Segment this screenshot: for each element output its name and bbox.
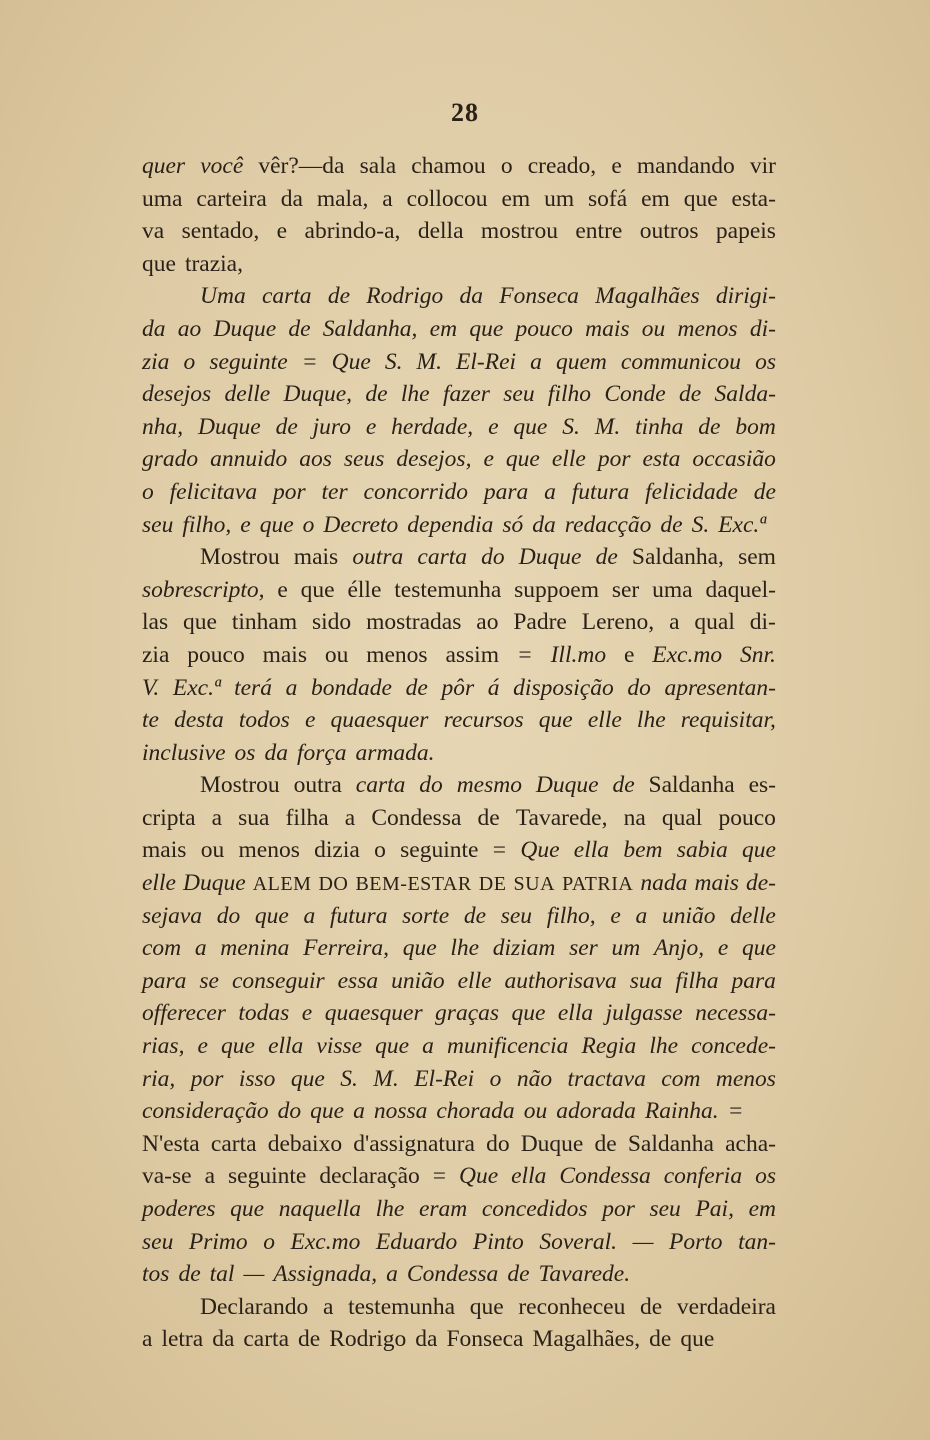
- text-line: seu Primo o Exc.mo Eduardo Pinto Soveral. — Porto tan-: [142, 1228, 776, 1255]
- text-line: mais ou menos dizia o seguinte = Que ella bem sabia que: [142, 837, 776, 864]
- body-text: [142, 150, 776, 1356]
- text-line: N'esta carta debaixo d'assignatura do Duque de Saldanha acha-: [142, 1130, 776, 1157]
- text-line: para se conseguir essa união elle authorisava sua filha para: [142, 967, 776, 994]
- text-line: tos de tal — Assignada, a Condessa de Tavarede.: [142, 1261, 631, 1288]
- text-line: elle Duque ALEM DO BEM-ESTAR DE SUA PATRIA nada mais de-: [142, 870, 776, 897]
- text-line: va-se a seguinte declaração = Que ella Condessa conferia os: [142, 1163, 776, 1190]
- text-line: da ao Duque de Saldanha, em que pouco mais ou menos di-: [142, 315, 776, 342]
- text-line: zia o seguinte = Que S. M. El-Rei a quem communicou os: [142, 348, 776, 375]
- text-line: Declarando a testemunha que reconheceu de verdadeira: [200, 1293, 776, 1320]
- text-line: inclusive os da força armada.: [142, 739, 435, 766]
- text-line: que trazia,: [142, 250, 243, 277]
- text-line: zia pouco mais ou menos assim = Ill.mo e Exc.mo Snr.: [142, 641, 776, 668]
- text-line: las que tinham sido mostradas ao Padre Lereno, a qual di-: [142, 609, 776, 636]
- text-line: V. Exc.ª terá a bondade de pôr á disposição do apresentan-: [142, 674, 776, 701]
- text-line: desejos delle Duque, de lhe fazer seu filho Conde de Salda-: [142, 381, 776, 408]
- text-line: cripta a sua filha a Condessa de Tavarede, na qual pouco: [142, 804, 776, 831]
- text-line: Mostrou mais outra carta do Duque de Saldanha, sem: [200, 544, 776, 571]
- text-line: poderes que naquella lhe eram concedidos por seu Pai, em: [142, 1196, 776, 1222]
- page-number: 28: [451, 98, 479, 127]
- text-line: grado annuido aos seus desejos, e que elle por esta occasião: [142, 446, 776, 473]
- text-line: com a menina Ferreira, que lhe diziam ser um Anjo, e que: [142, 935, 776, 962]
- text-line: ria, por isso que S. M. El-Rei o não tractava com menos: [142, 1065, 776, 1092]
- text-line: va sentado, e abrindo-a, della mostrou entre outros papeis: [142, 218, 776, 245]
- text-line: uma carteira da mala, a collocou em um sofá em que esta-: [142, 185, 776, 212]
- text-line: a letra da carta de Rodrigo da Fonseca Magalhães, de que: [142, 1326, 715, 1353]
- text-line: sobrescripto, e que élle testemunha suppoem ser uma daquel-: [142, 576, 776, 603]
- text-line: Uma carta de Rodrigo da Fonseca Magalhães dirigi-: [200, 283, 776, 310]
- text-line: sejava do que a futura sorte de seu filho, e a união delle: [142, 902, 776, 929]
- text-line: consideração do que a nossa chorada ou adorada Rainha. =: [142, 1098, 744, 1125]
- text-line: o felicitava por ter concorrido para a futura felicidade de: [142, 478, 776, 505]
- text-line: seu filho, e que o Decreto dependia só da redacção de S. Exc.ª: [142, 511, 766, 538]
- text-line: nha, Duque de juro e herdade, e que S. M. tinha de bom: [142, 413, 776, 440]
- text-line: Mostrou outra carta do mesmo Duque de Saldanha es-: [200, 772, 776, 799]
- text-line: rias, e que ella visse que a munificencia Regia lhe concede-: [142, 1033, 776, 1060]
- text-line: offerecer todas e quaesquer graças que ella julgasse necessa-: [142, 1000, 776, 1027]
- text-line: te desta todos e quaesquer recursos que elle lhe requisitar,: [142, 707, 776, 734]
- text-line: quer você vêr?—da sala chamou o creado, e mandando vir: [142, 153, 776, 179]
